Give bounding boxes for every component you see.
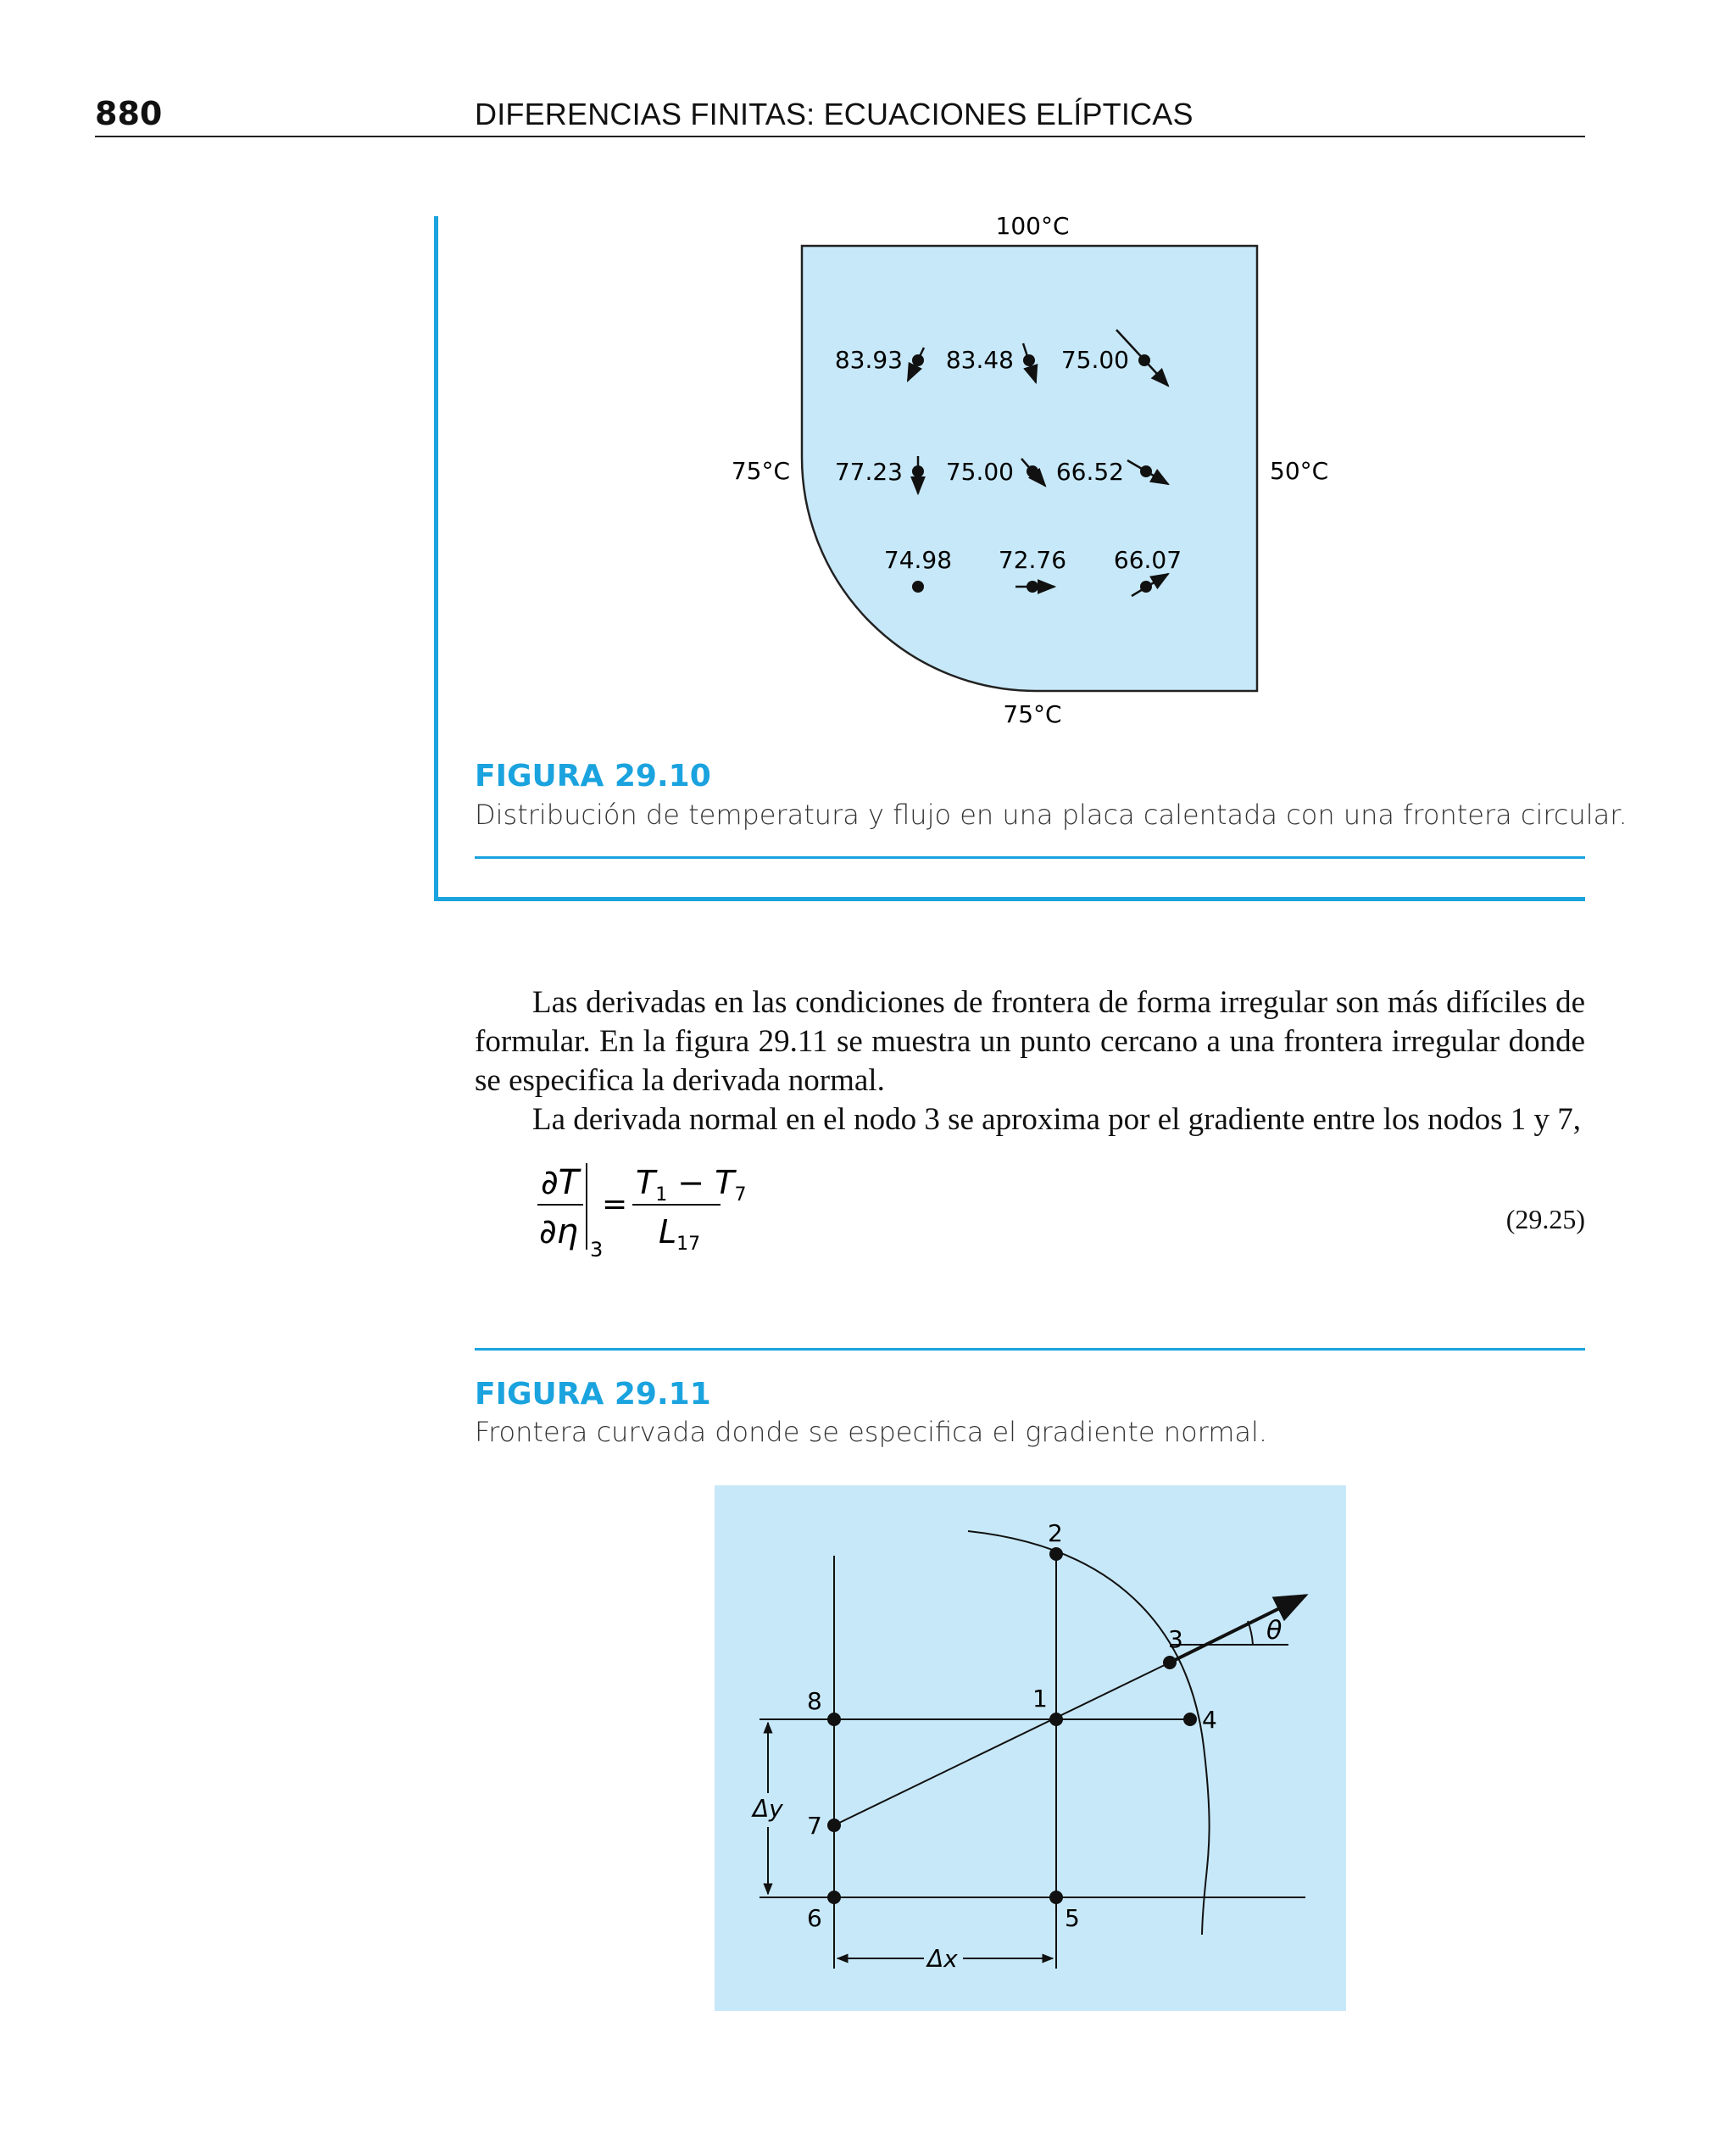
boundary-right-label: 50°C [1270,457,1329,485]
figure-29-10-diagram [0,0,1736,763]
node-6 [827,1891,841,1904]
node-temp-label: 66.07 [1113,546,1182,574]
node-temp-label: 83.93 [834,346,903,374]
eq-rhs-denominator: $L_{17}$ [659,1213,701,1255]
node-temp-label: 75.00 [1060,346,1129,374]
body-text [475,983,1585,1139]
paragraph: La derivada normal en el nodo 3 se aproxima por el gradiente entre los nodos 1 y 7, [532,1102,1582,1137]
dx-label: Δx [927,1945,958,1973]
node-temp-label: 66.52 [1055,458,1124,486]
node-temp-label: 77.23 [834,458,903,486]
paragraph: Las derivadas en las condiciones de frontera de forma irregular son más difíciles de formular. En la figura 29.11 se muestra un punto cercano a una frontera irregular donde se especifica la derivada normal. [475,985,1585,1098]
figure-29-11-rule [475,1348,1585,1351]
equation-number: (29.25) [1505,1204,1585,1234]
equation-29-25 [526,1155,780,1265]
boundary-left-label: 75°C [731,457,790,485]
node-temp-label: 74.98 [883,546,953,574]
node-label: 6 [807,1904,822,1932]
eq-equals: = [602,1187,628,1222]
eq-lhs-numerator: ∂T [541,1163,580,1202]
figure-29-11-label: FIGURA 29.11 [475,1377,711,1412]
node-temp-label: 75.00 [945,458,1014,486]
figure-29-11-diagram [0,1475,1736,2026]
figure-29-10-caption: Distribución de temperatura y flujo en una placa calentada con una frontera circular. [475,799,1628,831]
node-3 [1163,1656,1177,1669]
node-8 [827,1713,841,1726]
node-label: 8 [807,1687,822,1715]
boundary-bottom-label: 75°C [1003,700,1062,728]
node-label: 3 [1168,1625,1183,1653]
running-head: DIFERENCIAS FINITAS: ECUACIONES ELÍPTICAS [475,97,1194,131]
node-label: 2 [1048,1519,1063,1547]
eq-rhs-numerator: $T_1 - T_7$ [636,1164,747,1206]
node-5 [1049,1891,1063,1904]
figure-29-11-caption: Frontera curvada donde se especifica el gradiente normal. [475,1416,1268,1448]
node-2 [1049,1547,1063,1561]
node-temp-label: 72.76 [998,546,1067,574]
eq-evaluation-subscript: 3 [590,1238,604,1262]
figure-29-10-label: FIGURA 29.10 [475,759,711,794]
eq-lhs-denominator: ∂η [539,1212,579,1251]
node-7 [827,1819,841,1832]
figure-frame-bottom [434,897,1585,901]
node-1 [1049,1713,1063,1726]
node-temp-label: 83.48 [945,346,1014,374]
boundary-top-label: 100°C [995,212,1070,240]
figure-caption-rule [475,856,1585,859]
node-label: 4 [1202,1706,1217,1734]
page-number: 880 [95,95,163,132]
dy-label: Δy [753,1795,783,1823]
figure-panel [715,1485,1346,2011]
node-label: 5 [1065,1904,1080,1932]
grid-node [912,581,924,593]
node-label: 1 [1032,1685,1048,1713]
node-label: 7 [807,1812,822,1840]
node-4 [1183,1713,1197,1726]
theta-label: θ [1266,1616,1283,1646]
